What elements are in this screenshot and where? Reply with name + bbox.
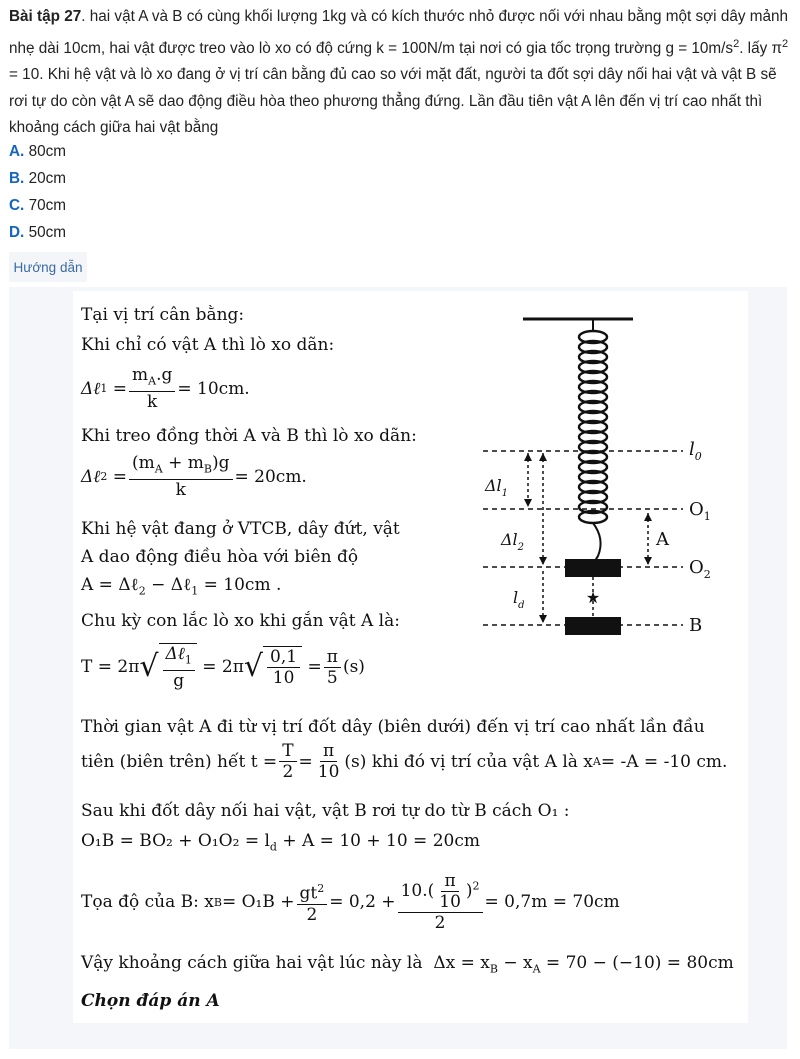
option-b[interactable]: B. 20cm — [9, 170, 66, 187]
option-d[interactable]: D. 50cm — [9, 224, 66, 241]
question-body: . hai vật A và B có cùng khối lượng 1kg và có kích thước nhỏ được nối với nhau bằng một sợi dây mảnh nhẹ dài 10cm, hai vật được treo vào lò xo có độ cứng k = 100N/m tại nơi có gia tốc trọng trường g = 10m/s — [9, 8, 788, 57]
answer-options — [9, 138, 66, 246]
label-dl1: $\Delta l_1$ — [485, 476, 509, 499]
option-c[interactable]: C. 70cm — [9, 197, 66, 214]
hint-button[interactable]: Hướng dẫn — [9, 252, 87, 282]
option-a[interactable]: A. 80cm — [9, 143, 66, 160]
block-B — [565, 617, 621, 635]
equation-3: A = Δℓ$_2$ − Δℓ$_1$ = 10cm . — [81, 575, 282, 598]
label-ld: $l_d$ — [513, 588, 525, 611]
solution-image — [73, 291, 748, 1023]
label-O1: $O_1$ — [689, 499, 711, 523]
sol-line-9: Sau khi đốt dây nối hai vật, vật B rơi tự do từ B cách O₁ : — [81, 801, 570, 821]
sol-line-3: Khi treo đồng thời A và B thì lò xo dãn: — [81, 426, 417, 446]
equation-5: $O_1B = BO_2 + O_1O_2 = l_d + A = 10 + 10 = 20cm$ — [81, 831, 480, 854]
block-A — [565, 559, 621, 577]
spring-diagram — [473, 311, 733, 661]
sol-conclusion: Chọn đáp án A — [81, 991, 220, 1011]
svg-text:★: ★ — [585, 590, 601, 607]
sol-line-8: tiên (biên trên) hết t = $\frac{T}{2}$ = $\frac{\pi}{10}$ (s) khi đó vị trí của vật A là x A = -A = -10 cm. — [81, 741, 728, 782]
sol-line-6: Chu kỳ con lắc lò xo khi gắn vật A là: — [81, 611, 400, 631]
label-O2: $O_2$ — [689, 557, 711, 581]
equation-4: T = 2π √ $\frac{\Delta\ell_1}{g}$ = 2π √ $\frac{0,1}{10}$ = $\frac{\pi}{5}$ (s) — [81, 644, 365, 692]
solution-panel — [9, 287, 787, 1049]
sol-line-7: Thời gian vật A đi từ vị trí đốt dây (biên dưới) đến vị trí cao nhất lần đầu — [81, 717, 705, 737]
sol-line-5: A dao động điều hòa với biên độ — [81, 547, 359, 567]
sol-line-10: Vậy khoảng cách giữa hai vật lúc này là $\Delta x = x_B - x_A = 70 - (-10) = 80cm$ — [81, 953, 734, 976]
spring-coil — [579, 331, 607, 523]
sol-line-1: Tại vị trí cân bằng: — [81, 305, 245, 325]
label-dl2: $\Delta l_2$ — [501, 530, 525, 553]
sol-line-4: Khi hệ vật đang ở VTCB, dây đứt, vật — [81, 519, 400, 539]
question-title: Bài tập 27 — [9, 8, 82, 25]
equation-1: Δℓ 1 = $\frac{m_A.g}{k}$ = 10cm. — [81, 365, 250, 413]
equation-6: Tọa độ của B: x B = O₁B + $\frac{gt^2}{2}$ = 0,2 + 10.( $\frac{\pi}{10}$ )$^2$ 2 = 0,7m = 70cm — [81, 871, 620, 933]
sol-line-2: Khi chỉ có vật A thì lò xo dãn: — [81, 335, 335, 355]
label-A: A — [656, 529, 669, 550]
question-text: Bài tập 27. hai vật A và B có cùng khối lượng 1kg và có kích thước nhỏ được nối với nhau bằng một sợi dây mảnh nhẹ dài 10cm, hai vật được treo vào lò xo có độ cứng k = 100N/m tại nơi có gia tốc trọng trường $g = 10m/s^2$. lấy $\pi^2 = 10$. Khi hệ vật và lò xo đang ở vị trí cân bằng đủ cao so với mặt đất, người ta đốt sợi dây nối hai vật và vật B sẽ rơi tự do còn vật A sẽ dao động điều hòa theo phương thẳng đứng. Lần đầu tiên vật A lên đến vị trí cao nhất thì khoảng cách giữa hai vật bằng — [9, 8, 789, 137]
label-l0: $l_0$ — [689, 439, 702, 463]
label-B: B — [689, 615, 703, 636]
equation-2: Δℓ 2 = $\frac{(m_A + m_B)g}{k}$ = 20cm. — [81, 453, 307, 501]
